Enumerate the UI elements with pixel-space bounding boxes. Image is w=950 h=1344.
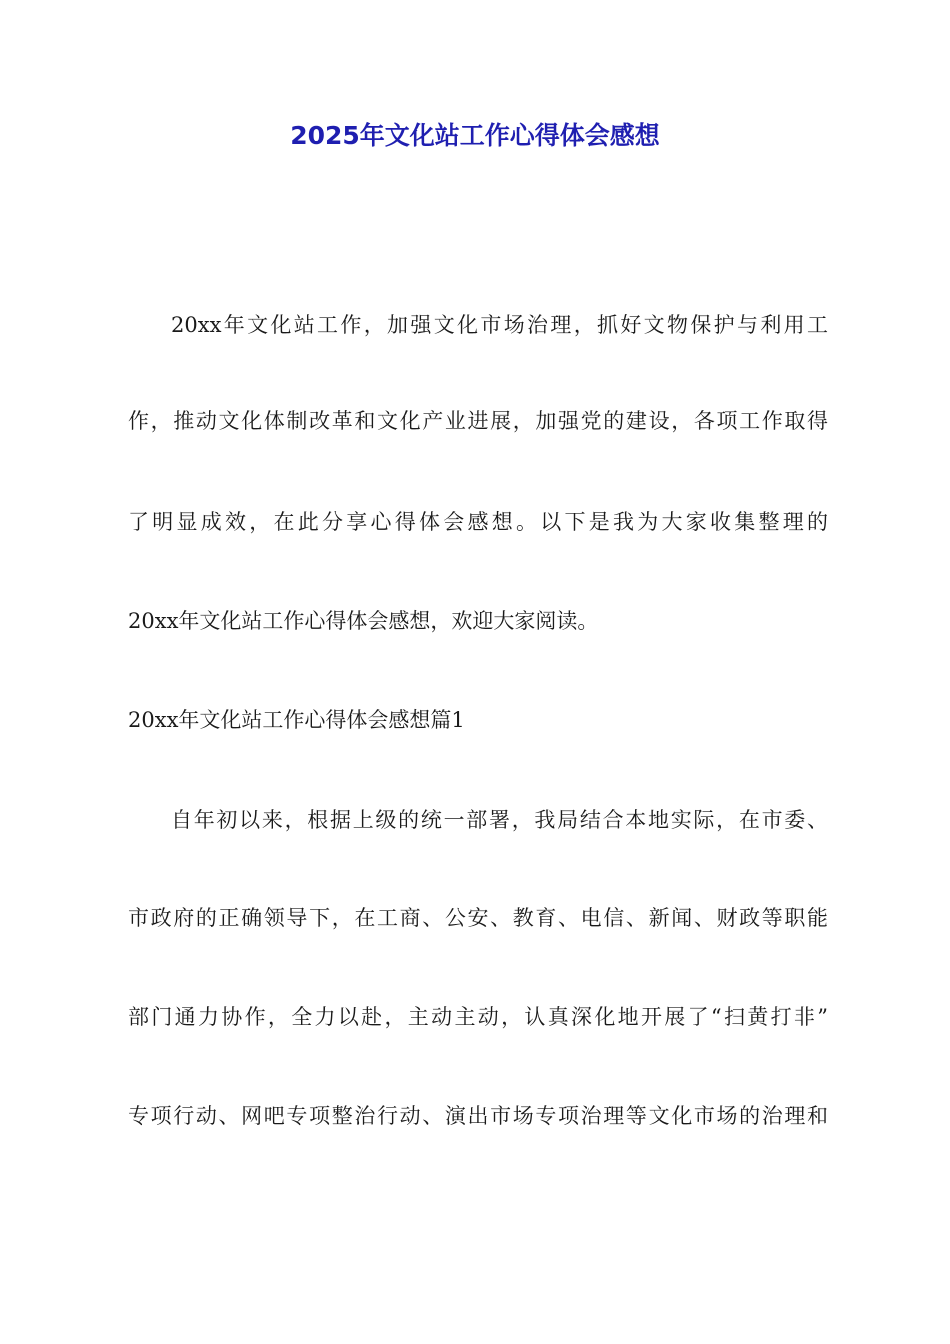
document-title: 2025年文化站工作心得体会感想 [290,121,660,150]
intro-line-1: 20xx年文化站工作，加强文化市场治理，抓好文物保护与利用工 [171,313,828,337]
intro-line-3: 了明显成效，在此分享心得体会感想。以下是我为大家收集整理的 [128,510,828,534]
intro-line-4: 20xx年文化站工作心得体会感想，欢迎大家阅读。 [128,609,599,633]
section-line-4: 专项行动、网吧专项整治行动、演出市场专项治理等文化市场的治理和 [128,1104,828,1128]
intro-line-2: 作，推动文化体制改革和文化产业进展，加强党的建设，各项工作取得 [128,409,828,433]
section-line-2: 市政府的正确领导下，在工商、公安、教育、电信、新闻、财政等职能 [128,906,828,930]
section-line-1: 自年初以来，根据上级的统一部署，我局结合本地实际，在市委、 [171,808,828,832]
section-heading: 20xx年文化站工作心得体会感想篇1 [128,708,465,732]
section-line-3: 部门通力协作，全力以赴，主动主动，认真深化地开展了“扫黄打非” [128,1005,828,1029]
